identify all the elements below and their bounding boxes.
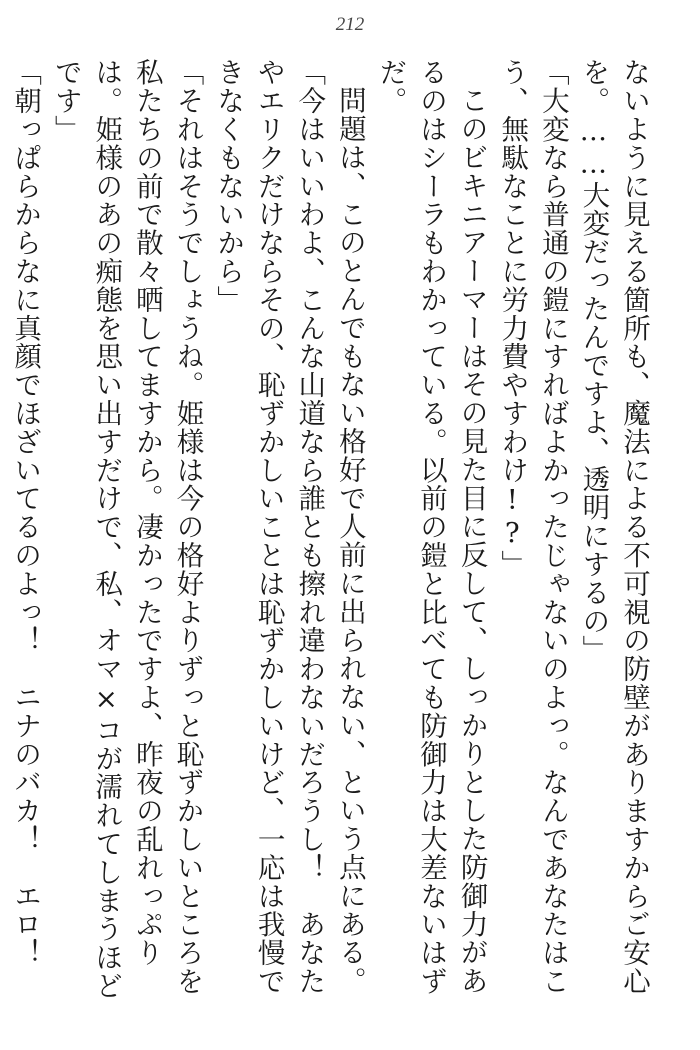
paragraph-continuation: ないように見える箇所も、魔法による不可視の防壁がありますからご安心を。……大変だったんですよ、透明にするの」: [577, 58, 650, 996]
paragraph-dialogue: 「今はいいわよ、こんな山道なら誰とも擦れ違わないだろうし！ あなたやエリクだけならその、恥ずかしいことは恥ずかしいけど、一応は我慢できなくもないから」: [212, 58, 326, 996]
novel-text-body: [9, 58, 654, 1018]
paragraph-dialogue: 「朝っぱらからなに真顔でほざいてるのよっ！ ニナのバカ！ エロ！: [9, 58, 42, 967]
page-number: 212: [335, 14, 365, 35]
paragraph-narration: このビキニアーマーはその見た目に反して、しっかりとした防御力があるのはシーラもわかっている。以前の鎧と比べても防御力は大差ないはずだ。: [374, 58, 488, 996]
paragraph-narration: 問題は、このとんでもない格好で人前に出られない、という点にある。: [333, 85, 366, 995]
paragraph-dialogue: 「大変なら普通の鎧にすればよかったじゃないのよっ。なんであなたはこう、無駄なことに労力費やすわけ!?」: [496, 58, 569, 996]
paragraph-dialogue: 「それはそうでしょうね。姫様は今の格好よりずっと恥ずかしいところを私たちの前で散々晒してますから。凄かったですよ、昨夜の乱れっぷりは。姫様のあの痴態を思い出すだけで、私、オマ×コが濡れてしまうほどです」: [49, 58, 204, 1000]
